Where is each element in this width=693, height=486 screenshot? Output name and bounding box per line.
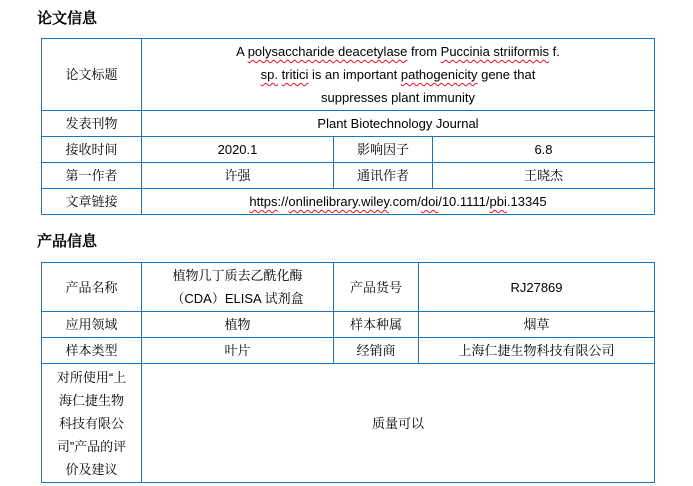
table-row xyxy=(42,163,655,189)
paper-title-line-2: sp. tritici is an important pathogenicity gene that xyxy=(260,67,536,82)
application-field-label: 应用领域 xyxy=(42,312,142,338)
product-info-table xyxy=(41,262,655,483)
article-link-label: 文章链接 xyxy=(42,189,142,215)
table-row xyxy=(42,312,655,338)
dealer-value: 上海仁捷生物科技有限公司 xyxy=(419,338,655,364)
product-review-label: 对所使用“上 海仁捷生物 科技有限公 司”产品的评 价及建议 xyxy=(42,364,142,483)
sample-type-label: 样本类型 xyxy=(42,338,142,364)
paper-info-heading: 论文信息 xyxy=(37,10,98,27)
impact-factor-value: 6.8 xyxy=(433,137,655,163)
product-name-label: 产品名称 xyxy=(42,263,142,312)
paper-title-line-3: suppresses plant immunity xyxy=(321,90,475,105)
journal-value: Plant Biotechnology Journal xyxy=(142,111,655,137)
sample-type-value: 叶片 xyxy=(142,338,334,364)
application-field-value: 植物 xyxy=(142,312,334,338)
accepted-date-value: 2020.1 xyxy=(142,137,334,163)
table-row xyxy=(42,338,655,364)
paper-title-label: 论文标题 xyxy=(42,39,142,111)
accepted-date-label: 接收时间 xyxy=(42,137,142,163)
table-row xyxy=(42,111,655,137)
corresponding-author-value: 王晓杰 xyxy=(433,163,655,189)
paper-title-value xyxy=(142,39,655,111)
table-row xyxy=(42,364,655,483)
paper-info-table xyxy=(41,38,655,215)
sample-species-value: 烟草 xyxy=(419,312,655,338)
first-author-value: 许强 xyxy=(142,163,334,189)
first-author-label: 第一作者 xyxy=(42,163,142,189)
table-row xyxy=(42,137,655,163)
corresponding-author-label: 通讯作者 xyxy=(334,163,433,189)
journal-label: 发表刊物 xyxy=(42,111,142,137)
product-sku-value: RJ27869 xyxy=(419,263,655,312)
paper-title-line-1: A polysaccharide deacetylase from Puccinia striiformis f. xyxy=(236,44,560,59)
impact-factor-label: 影响因子 xyxy=(334,137,433,163)
product-info-heading: 产品信息 xyxy=(37,233,98,250)
table-row xyxy=(42,39,655,111)
article-link-url[interactable]: https://onlinelibrary.wiley.com/doi/10.1111/pbi.13345 xyxy=(142,189,655,215)
sample-species-label: 样本种属 xyxy=(334,312,419,338)
product-sku-label: 产品货号 xyxy=(334,263,419,312)
product-name-value: 植物几丁质去乙酰化酶 （CDA）ELISA 试剂盒 xyxy=(142,263,334,312)
dealer-label: 经销商 xyxy=(334,338,419,364)
table-row xyxy=(42,263,655,312)
table-row xyxy=(42,189,655,215)
product-review-value: 质量可以 xyxy=(142,364,655,483)
